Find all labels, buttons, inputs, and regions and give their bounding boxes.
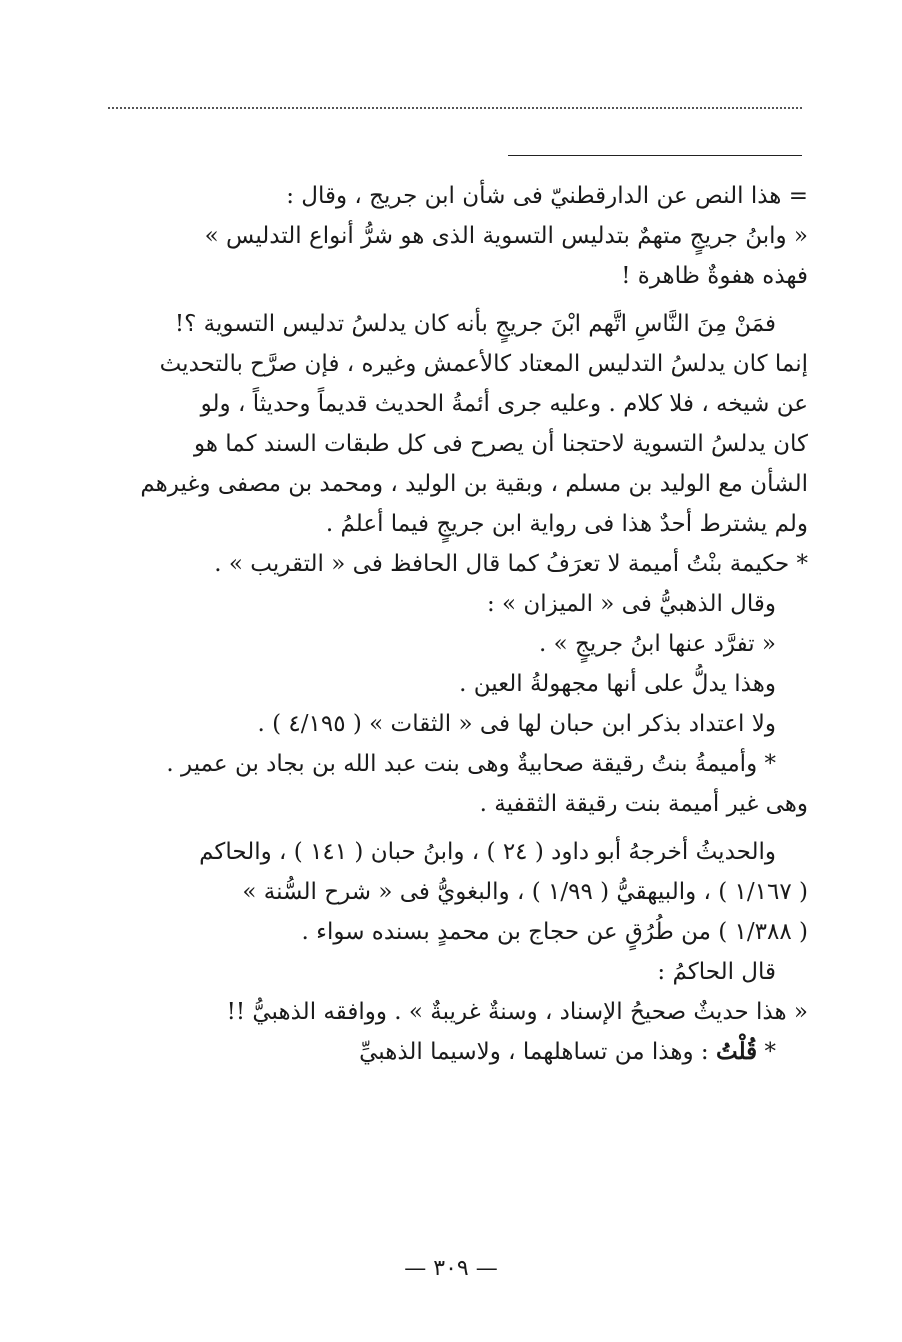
text-line: ولم يشترط أحدٌ هذا فى رواية ابن جريجٍ فيما أعلمُ . xyxy=(325,511,808,537)
text-line: والحديثُ أخرجهُ أبو داود ( ٢٤ ) ، وابنُ حبان ( ١٤١ ) ، والحاكم xyxy=(199,839,776,865)
footnote-text xyxy=(108,176,808,1072)
last-line-rest: : وهذا من تساهلهما ، ولاسيما الذهبيِّ xyxy=(359,1039,709,1065)
footnote-rule xyxy=(508,155,802,156)
asterisk-marker: * xyxy=(764,1039,776,1065)
text-line: وهى غير أميمة بنت رقيقة الثقفية . xyxy=(479,791,808,817)
text-line: ولا اعتداد بذكر ابن حبان لها فى « الثقات » ( ٤/١٩٥ ) . xyxy=(257,711,776,737)
text-line: ( ١/١٦٧ ) ، والبيهقيُّ ( ١/٩٩ ) ، والبغويُّ فى « شرح السُّنة » xyxy=(242,879,808,905)
text-line: ( ١/٣٨٨ ) من طُرُقٍ عن حجاج بن محمدٍ بسنده سواء . xyxy=(301,919,808,945)
text-line: = هذا النص عن الدارقطنيّ فى شأن ابن جريج ، وقال : xyxy=(286,183,808,209)
text-line: * حكيمة بنْتُ أميمة لا تعرَفُ كما قال الحافظ فى « التقريب » . xyxy=(214,551,808,577)
dotted-header-rule xyxy=(108,107,802,109)
qultu-word: قُلْتُ xyxy=(715,1038,758,1065)
text-line-last xyxy=(108,1032,808,1072)
text-line: وهذا يدلُّ على أنها مجهولةُ العين . xyxy=(459,671,776,697)
text-line: قال الحاكمُ : xyxy=(657,959,776,985)
text-line: « تفرَّد عنها ابنُ جريجٍ » . xyxy=(538,631,776,657)
text-line: فمَنْ مِنَ النَّاسِ اتَّهم ابْنَ جريجٍ بأنه كان يدلسُ تدليس التسوية ؟! xyxy=(174,311,776,337)
text-line: عن شيخه ، فلا كلام . وعليه جرى أئمةُ الحديث قديماً وحديثاً ، ولو xyxy=(200,391,808,417)
page-number: — ٣٠٩ — xyxy=(404,1256,498,1281)
text-line: الشأن مع الوليد بن مسلم ، وبقية بن الوليد ، ومحمد بن مصفى وغيرهم xyxy=(140,471,808,497)
text-line: وقال الذهبيُّ فى « الميزان » : xyxy=(486,591,776,617)
text-line: * وأميمةُ بنتُ رقيقة صحابيةٌ وهى بنت عبد الله بن بجاد بن عمير . xyxy=(166,751,776,777)
text-line: « هذا حديثٌ صحيحُ الإسناد ، وسنةٌ غريبةٌ » . ووافقه الذهبيُّ !! xyxy=(226,999,808,1025)
text-line: كان يدلسُ التسوية لاحتجنا أن يصرح فى كل طبقات السند كما هو xyxy=(193,431,808,457)
text-line: فهذه هفوةٌ ظاهرة ! xyxy=(621,263,808,289)
text-line: إنما كان يدلسُ التدليس المعتاد كالأعمش وغيره ، فإن صرَّح بالتحديث xyxy=(159,351,808,377)
text-line: « وابنُ جريجٍ متهمٌ بتدليس التسوية الذى هو شرُّ أنواع التدليس » xyxy=(204,223,808,249)
